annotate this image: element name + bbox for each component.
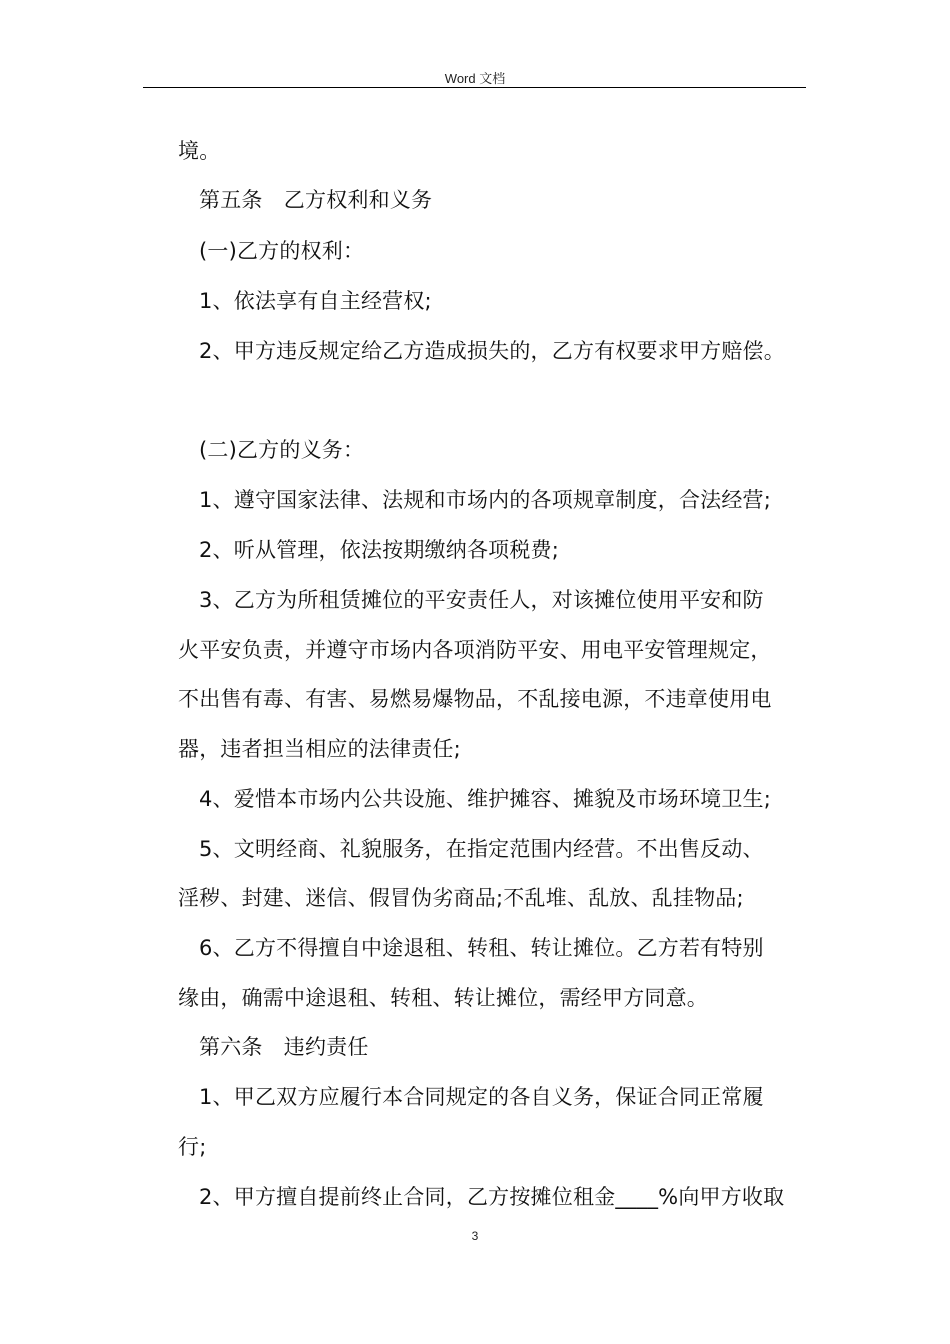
list-item: 1、依法享有自主经营权;: [199, 289, 432, 313]
article-heading: 第六条 违约责任: [199, 1035, 369, 1059]
text-line: 行;: [178, 1135, 207, 1159]
page-header-title: Word 文档: [444, 71, 506, 86]
list-item: 2、听从管理，依法按期缴纳各项税费;: [199, 538, 560, 562]
list-item: 2、甲方违反规定给乙方造成损失的，乙方有权要求甲方赔偿。: [199, 339, 785, 363]
text-line: 淫秽、封建、迷信、假冒伪劣商品;不乱堆、乱放、乱挂物品;: [178, 886, 744, 910]
article-heading: 第五条 乙方权利和义务: [199, 188, 433, 212]
list-item: 6、乙方不得擅自中途退租、转租、转让摊位。乙方若有特别: [199, 936, 764, 960]
text-line: 境。: [178, 139, 221, 163]
list-item: 3、乙方为所租赁摊位的平安责任人，对该摊位使用平安和防: [199, 588, 764, 612]
list-item: 4、爱惜本市场内公共设施、维护摊容、摊貌及市场环境卫生;: [199, 787, 772, 811]
text-line: 缘由，确需中途退租、转租、转让摊位，需经甲方同意。: [178, 986, 708, 1010]
text-line: 不出售有毒、有害、易燃易爆物品，不乱接电源，不违章使用电: [178, 687, 772, 711]
list-item: 2、甲方擅自提前终止合同，乙方按摊位租金____%向甲方收取: [199, 1185, 785, 1209]
list-item: 1、遵守国家法律、法规和市场内的各项规章制度，合法经营;: [199, 488, 772, 512]
list-item: 5、文明经商、礼貌服务，在指定范围内经营。不出售反动、: [199, 837, 764, 861]
section-heading: (一)乙方的权利：: [199, 239, 365, 263]
header-divider: [143, 87, 806, 88]
text-line: 火平安负责，并遵守市场内各项消防平安、用电平安管理规定，: [178, 638, 772, 662]
page-number: 3: [471, 1229, 479, 1243]
section-heading: (二)乙方的义务：: [199, 438, 365, 462]
list-item: 1、甲乙双方应履行本合同规定的各自义务，保证合同正常履: [199, 1085, 764, 1109]
text-line: 器，违者担当相应的法律责任;: [178, 737, 461, 761]
